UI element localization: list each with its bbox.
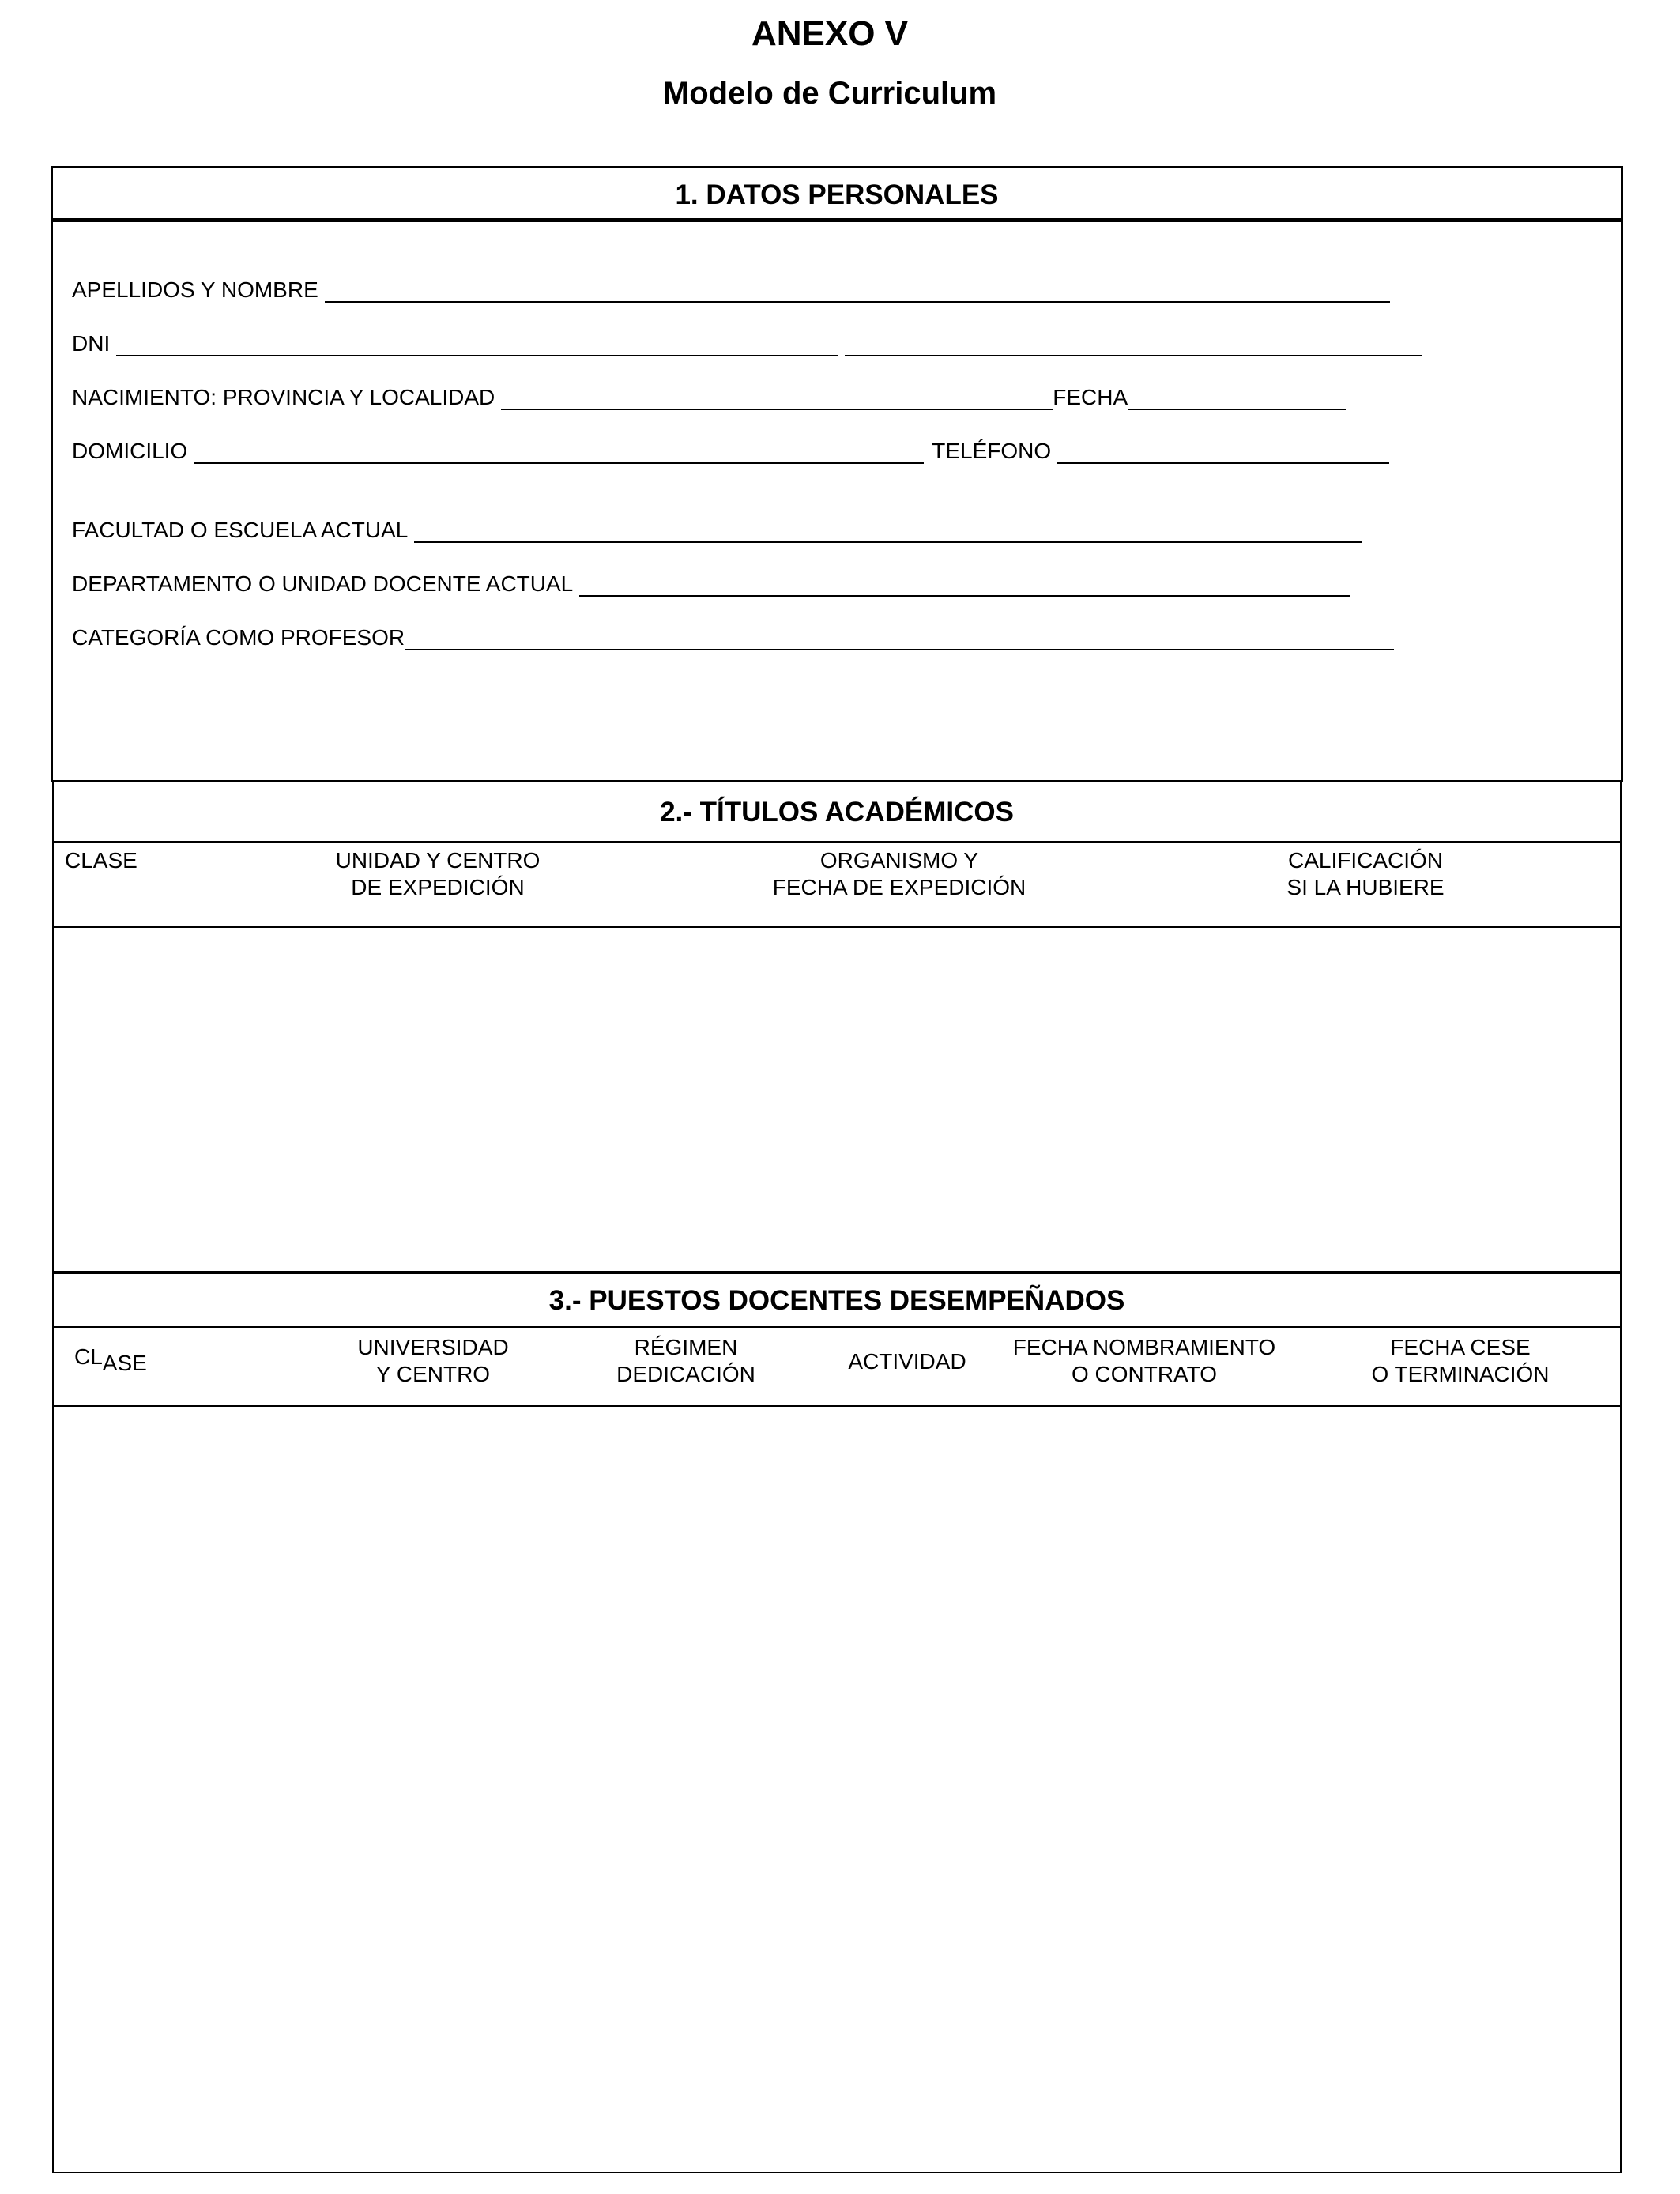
puestos-column-headers xyxy=(54,1328,1620,1407)
dni-blank-1[interactable] xyxy=(116,333,838,356)
fecha-blank[interactable] xyxy=(1128,386,1346,410)
section-3-header: 3.- PUESTOS DOCENTES DESEMPEÑADOS xyxy=(54,1274,1620,1328)
field-facultad xyxy=(72,518,1362,543)
section-titulos-academicos xyxy=(52,782,1622,1272)
field-categoria xyxy=(72,625,1394,650)
field-departamento xyxy=(72,571,1350,597)
domicilio-label: DOMICILIO xyxy=(72,439,188,463)
dni-label: DNI xyxy=(72,331,111,356)
categoria-blank[interactable] xyxy=(405,627,1394,650)
section-datos-personales xyxy=(51,166,1623,782)
facultad-label: FACULTAD O ESCUELA ACTUAL xyxy=(72,518,409,542)
section-puestos-docentes xyxy=(52,1272,1622,2173)
puestos-entry-area[interactable] xyxy=(54,1407,1620,2166)
col-fecha-cese: FECHA CESE O TERMINACIÓN xyxy=(1371,1335,1550,1386)
field-apellidos-nombre xyxy=(72,277,1390,303)
domicilio-blank[interactable] xyxy=(194,440,924,464)
dni-blank-2[interactable] xyxy=(845,333,1422,356)
col-organismo-fecha: ORGANISMO Y FECHA DE EXPEDICIÓN xyxy=(772,848,1026,899)
apellidos-label: APELLIDOS Y NOMBRE xyxy=(72,277,318,302)
section-2-header: 2.- TÍTULOS ACADÉMICOS xyxy=(54,782,1620,843)
departamento-label: DEPARTAMENTO O UNIDAD DOCENTE ACTUAL xyxy=(72,571,574,596)
col-clase: CLASE xyxy=(74,1344,147,1375)
document-subtitle: Modelo de Curriculum xyxy=(662,76,997,111)
col-calificacion: CALIFICACIÓN SI LA HUBIERE xyxy=(1286,848,1445,899)
nacimiento-label: NACIMIENTO: PROVINCIA Y LOCALIDAD xyxy=(72,385,495,409)
field-domicilio-telefono xyxy=(72,439,1389,464)
telefono-label: TELÉFONO xyxy=(932,439,1052,463)
departamento-blank[interactable] xyxy=(579,573,1350,597)
apellidos-blank[interactable] xyxy=(325,279,1390,303)
fecha-label: FECHA xyxy=(1053,385,1128,409)
col-universidad-centro: UNIVERSIDAD Y CENTRO xyxy=(357,1335,509,1386)
col-unidad-centro: UNIDAD Y CENTRO DE EXPEDICIÓN xyxy=(335,848,541,899)
col-actividad: ACTIVIDAD xyxy=(848,1349,966,1374)
col-clase: CLASE xyxy=(65,848,137,873)
categoria-label: CATEGORÍA COMO PROFESOR xyxy=(72,625,405,650)
facultad-blank[interactable] xyxy=(414,519,1362,543)
field-nacimiento xyxy=(72,385,1346,410)
field-dni xyxy=(72,331,1422,356)
nacimiento-blank[interactable] xyxy=(501,386,1053,410)
telefono-blank[interactable] xyxy=(1057,440,1389,464)
section-1-header: 1. DATOS PERSONALES xyxy=(53,168,1621,222)
titulos-column-headers xyxy=(54,843,1620,928)
document-title: ANEXO V xyxy=(751,14,909,53)
titulos-entry-area[interactable] xyxy=(54,928,1620,1271)
col-regimen-dedicacion: RÉGIMEN DEDICACIÓN xyxy=(616,1335,755,1386)
col-fecha-nombramiento: FECHA NOMBRAMIENTO O CONTRATO xyxy=(1012,1335,1276,1386)
